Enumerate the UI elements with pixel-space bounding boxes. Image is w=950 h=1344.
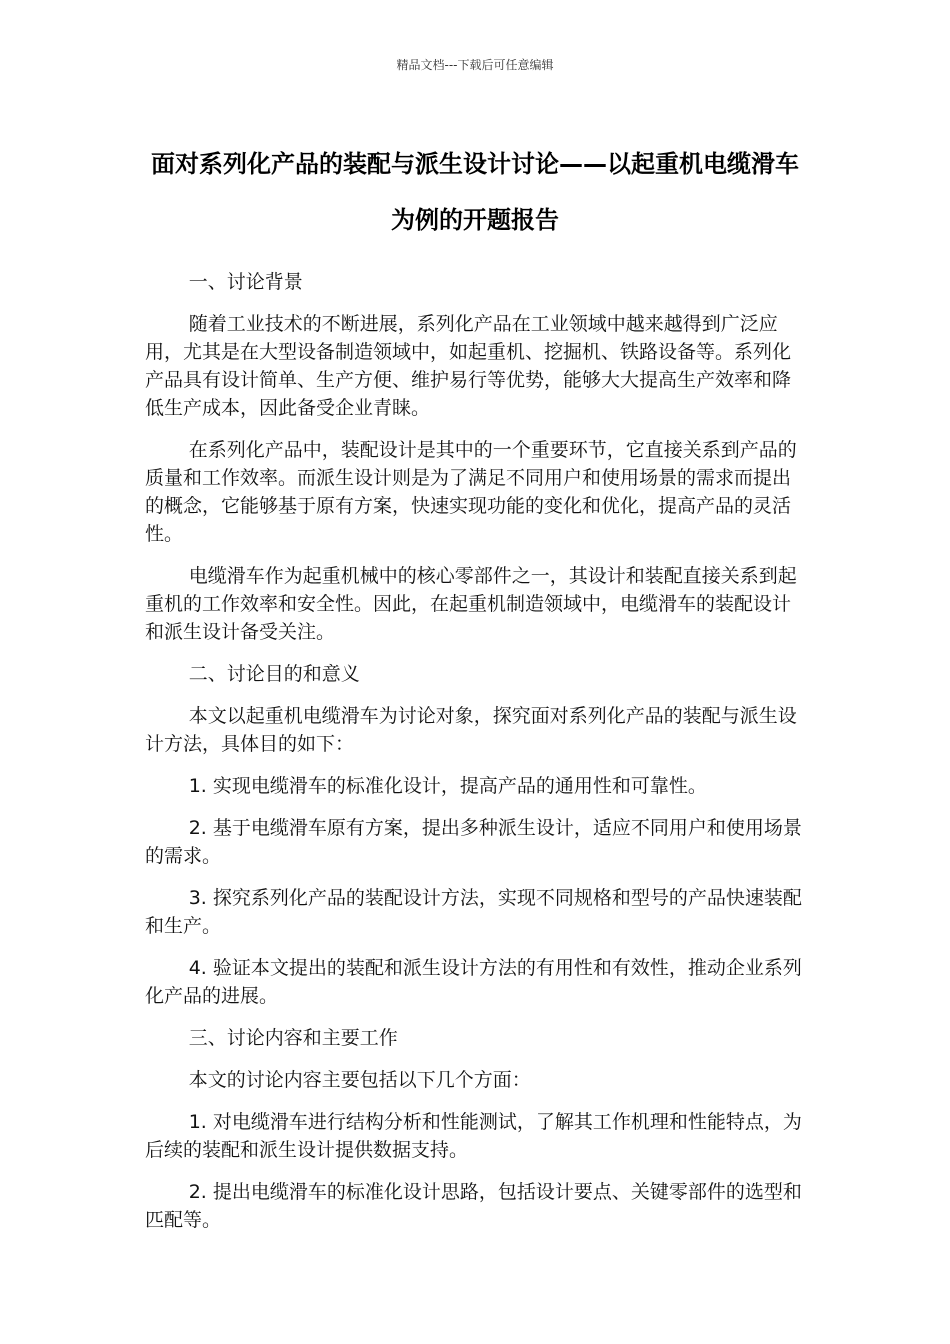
document-body — [145, 268, 805, 1248]
list-item: 1. 对电缆滑车进行结构分析和性能测试，了解其工作机理和性能特点，为后续的装配和派生设计提供数据支持。 — [145, 1111, 802, 1161]
section-background — [145, 268, 805, 646]
paragraph: 本文以起重机电缆滑车为讨论对象，探究面对系列化产品的装配与派生设计方法，具体目的如下： — [145, 705, 797, 755]
section-purpose — [145, 660, 805, 1010]
section-heading: 三、讨论内容和主要工作 — [188, 1027, 398, 1049]
list-item: 3. 探究系列化产品的装配设计方法，实现不同规格和型号的产品快速装配和生产。 — [145, 887, 802, 937]
header-note: 精品文档---下载后可任意编辑 — [396, 58, 554, 72]
list-item: 1. 实现电缆滑车的标准化设计，提高产品的通用性和可靠性。 — [188, 775, 707, 797]
section-heading: 一、讨论背景 — [188, 271, 303, 293]
paragraph: 电缆滑车作为起重机械中的核心零部件之一，其设计和装配直接关系到起重机的工作效率和安全性。因此，在起重机制造领域中，电缆滑车的装配设计和派生设计备受关注。 — [145, 565, 797, 643]
paragraph: 在系列化产品中，装配设计是其中的一个重要环节，它直接关系到产品的质量和工作效率。而派生设计则是为了满足不同用户和使用场景的需求而提出的概念，它能够基于原有方案，快速实现功能的变化和优化，提高产品的灵活性。 — [145, 439, 797, 545]
paragraph: 随着工业技术的不断进展，系列化产品在工业领域中越来越得到广泛应用，尤其是在大型设备制造领域中，如起重机、挖掘机、铁路设备等。系列化产品具有设计简单、生产方便、维护易行等优势，能够大大提高生产效率和降低生产成本，因此备受企业青睐。 — [145, 313, 792, 419]
section-heading: 二、讨论目的和意义 — [188, 663, 360, 685]
section-content — [145, 1024, 805, 1234]
list-item: 2. 提出电缆滑车的标准化设计思路，包括设计要点、关键零部件的选型和匹配等。 — [145, 1181, 802, 1231]
paragraph: 本文的讨论内容主要包括以下几个方面： — [188, 1069, 531, 1091]
list-item: 2. 基于电缆滑车原有方案，提出多种派生设计，适应不同用户和使用场景的需求。 — [145, 817, 802, 867]
document-title: 面对系列化产品的装配与派生设计讨论——以起重机电缆滑车为例的开题报告 — [151, 150, 799, 234]
list-item: 4. 验证本文提出的装配和派生设计方法的有用性和有效性，推动企业系列化产品的进展。 — [145, 957, 802, 1007]
